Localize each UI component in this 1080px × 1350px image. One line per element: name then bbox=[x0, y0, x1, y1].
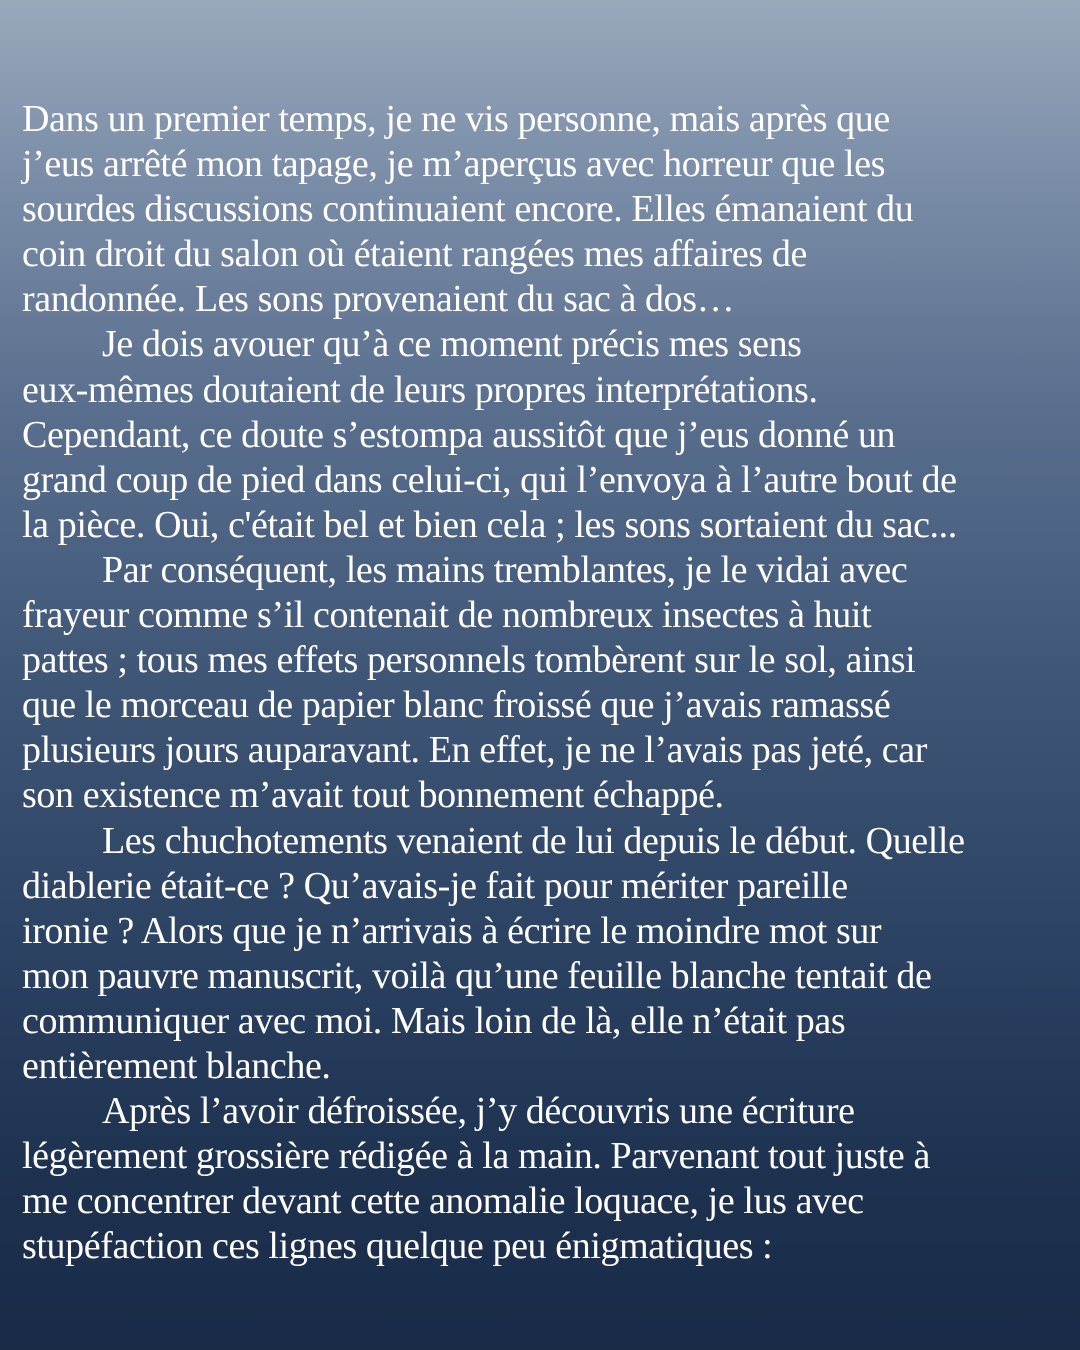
text-line: que le morceau de papier blanc froissé que j’avais ramassé bbox=[22, 684, 891, 727]
text-line: Les chuchotements venaient de lui depuis le début. Quelle bbox=[102, 819, 965, 862]
text-line: communiquer avec moi. Mais loin de là, elle n’était pas bbox=[22, 999, 846, 1042]
text-line: stupéfaction ces lignes quelque peu énigmatiques : bbox=[22, 1225, 773, 1268]
text-line: diablerie était-ce ? Qu’avais-je fait pour mériter pareille bbox=[22, 864, 848, 907]
text-line: Je dois avouer qu’à ce moment précis mes sens bbox=[102, 323, 802, 366]
text-line: grand coup de pied dans celui-ci, qui l’envoya à l’autre bout de bbox=[22, 458, 957, 501]
text-line: son existence m’avait tout bonnement échappé. bbox=[22, 774, 724, 817]
text-line: j’eus arrêté mon tapage, je m’aperçus avec horreur que les bbox=[22, 143, 886, 186]
text-body bbox=[22, 97, 1062, 1269]
text-line: coin droit du salon où étaient rangées mes affaires de bbox=[22, 233, 807, 276]
text-line: Cependant, ce doute s’estompa aussitôt que j’eus donné un bbox=[22, 413, 896, 456]
text-line: Dans un premier temps, je ne vis personne, mais après que bbox=[22, 98, 890, 140]
text-line: mon pauvre manuscrit, voilà qu’une feuille blanche tentait de bbox=[22, 954, 932, 997]
text-line: Par conséquent, les mains tremblantes, je le vidai avec bbox=[102, 548, 908, 591]
text-line: eux-mêmes doutaient de leurs propres interprétations. bbox=[22, 368, 818, 411]
text-line: ironie ? Alors que je n’arrivais à écrire le moindre mot sur bbox=[22, 909, 882, 952]
text-line: Après l’avoir défroissée, j’y découvris une écriture bbox=[102, 1090, 855, 1133]
text-line: entièrement blanche. bbox=[22, 1044, 331, 1087]
text-line: légèrement grossière rédigée à la main. Parvenant tout juste à bbox=[22, 1135, 930, 1178]
text-line: me concentrer devant cette anomalie loquace, je lus avec bbox=[22, 1180, 864, 1223]
text-line: plusieurs jours auparavant. En effet, je ne l’avais pas jeté, car bbox=[22, 729, 927, 772]
text-line: randonnée. Les sons provenaient du sac à dos… bbox=[22, 278, 735, 321]
text-line: pattes ; tous mes effets personnels tombèrent sur le sol, ainsi bbox=[22, 639, 916, 682]
text-line: la pièce. Oui, c'était bel et bien cela ; les sons sortaient du sac... bbox=[22, 503, 957, 546]
text-line: sourdes discussions continuaient encore. Elles émanaient du bbox=[22, 188, 914, 231]
text-line: frayeur comme s’il contenait de nombreux insectes à huit bbox=[22, 594, 872, 637]
